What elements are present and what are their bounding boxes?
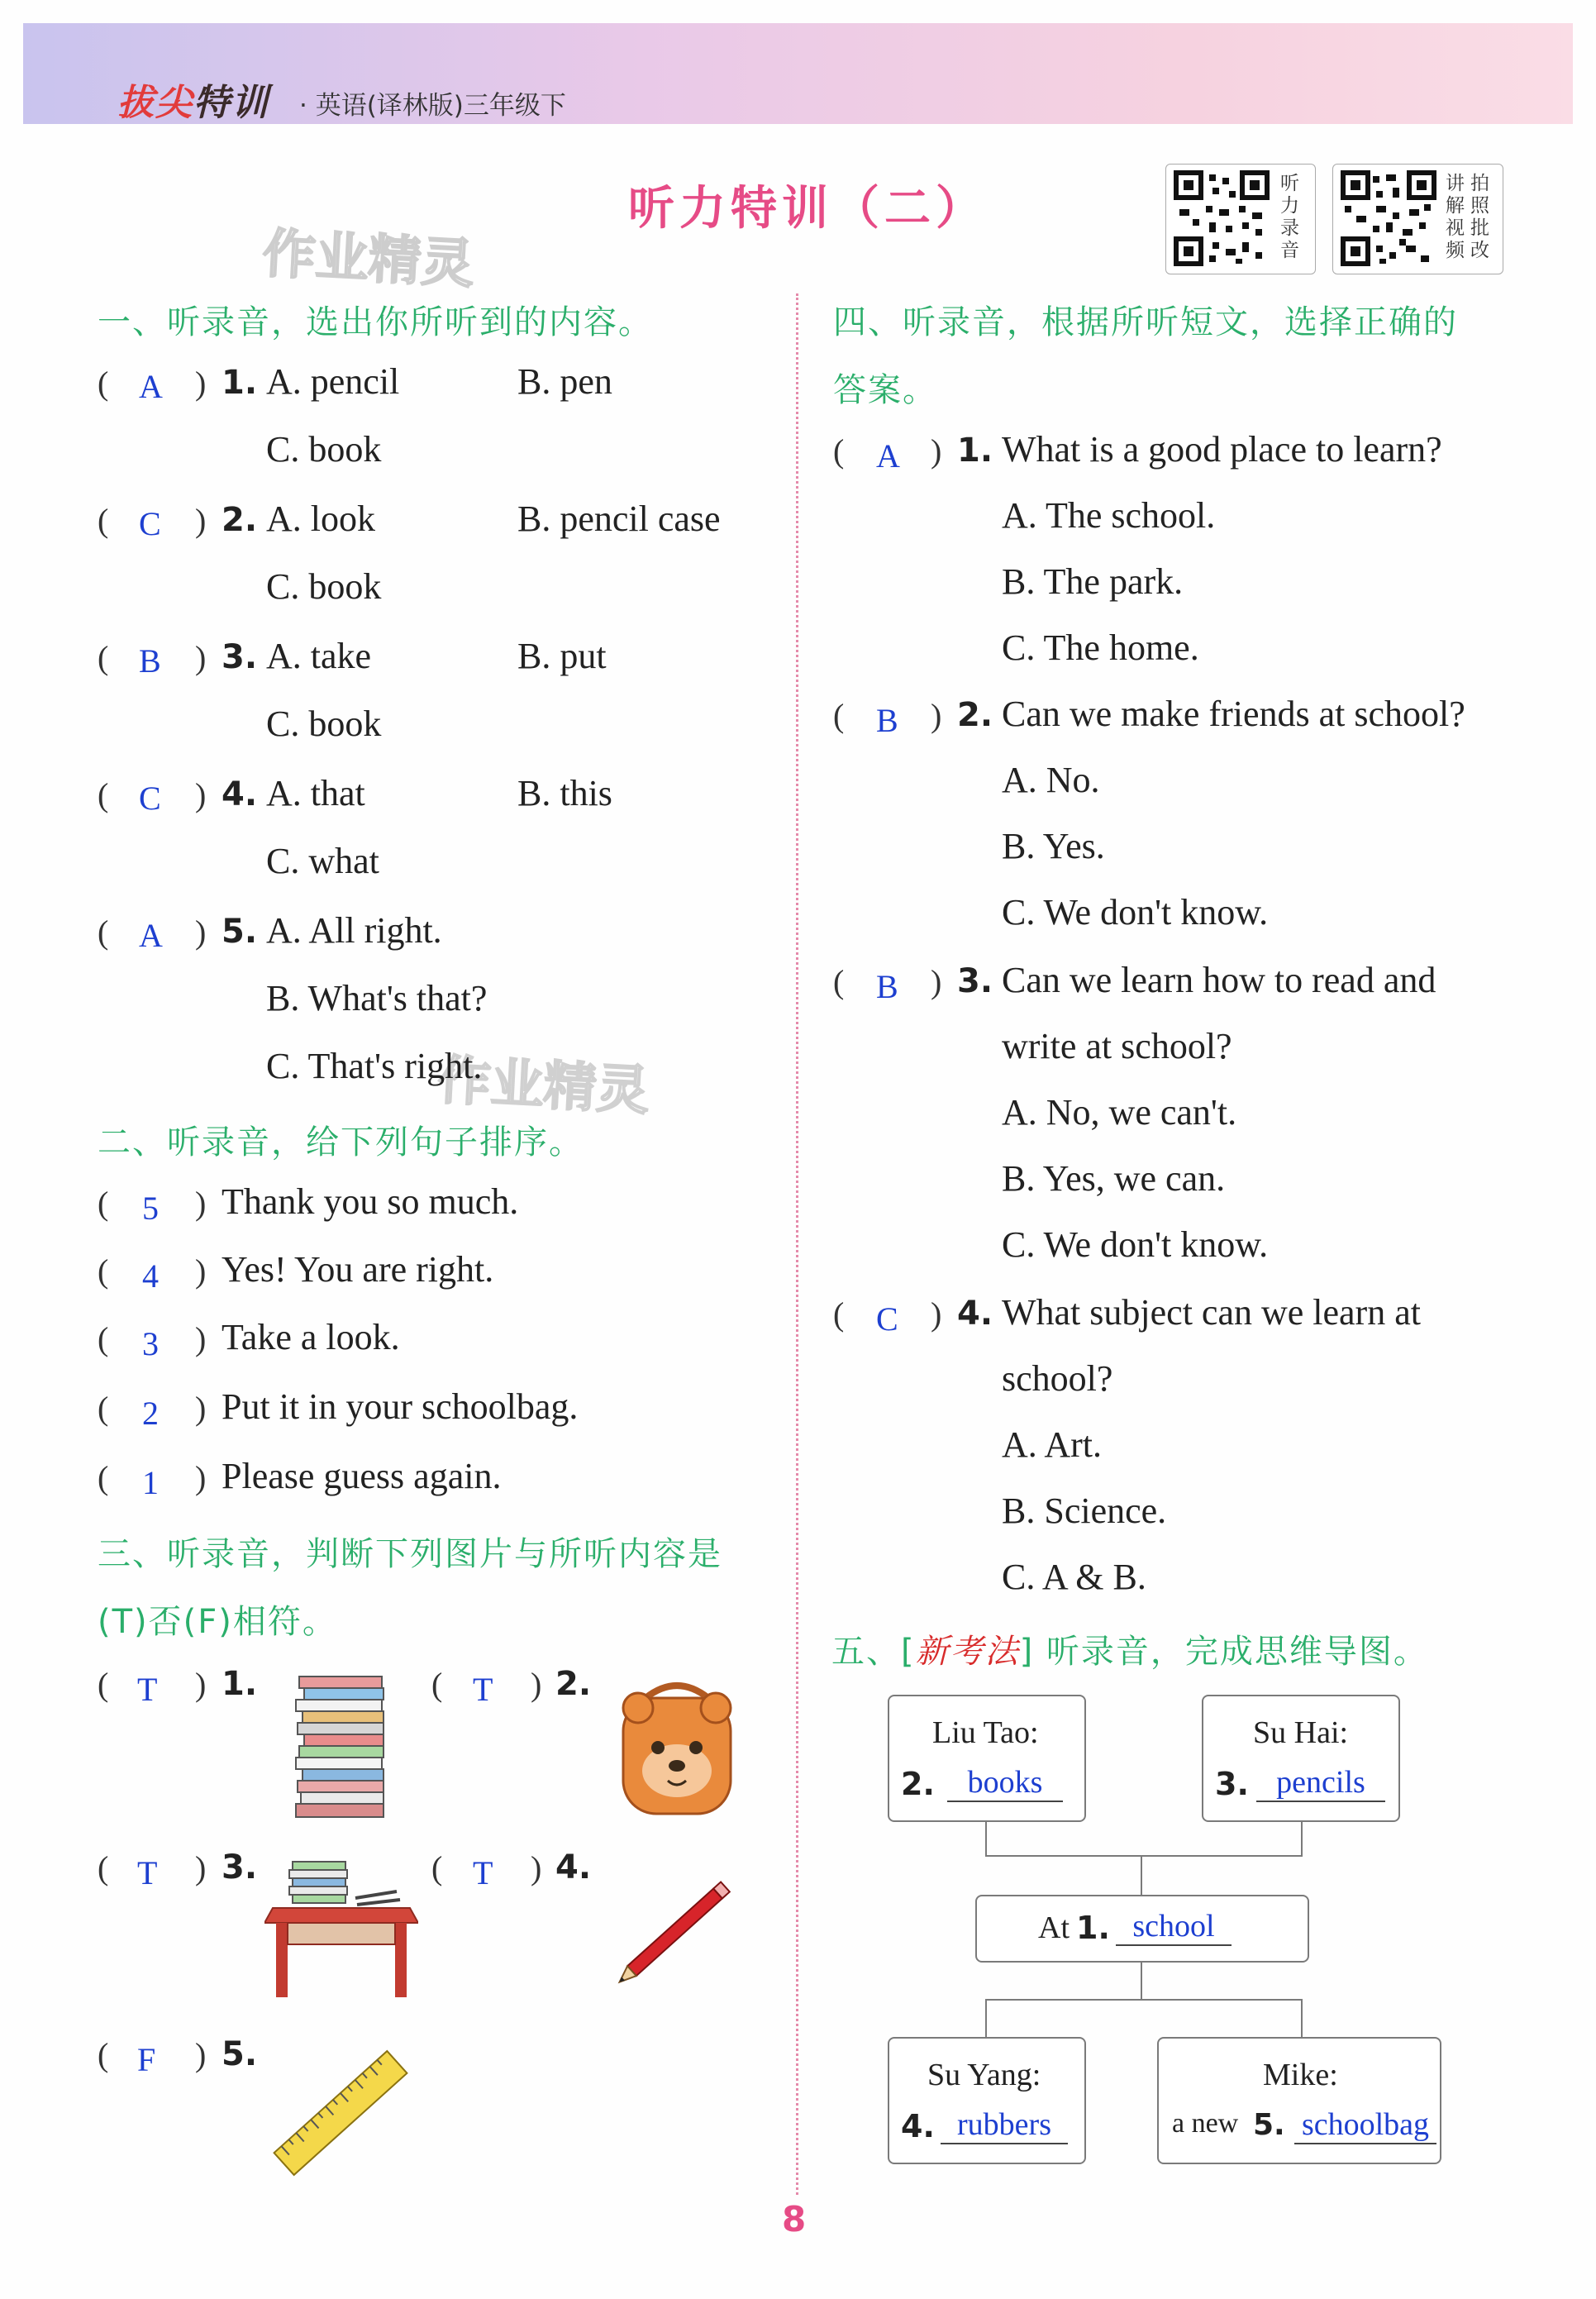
connector xyxy=(985,1999,1303,2001)
answer-blank[interactable]: T xyxy=(473,1671,493,1708)
option-b: B. put xyxy=(517,636,607,676)
connector xyxy=(1301,1999,1303,2037)
connector xyxy=(1141,1959,1142,2001)
option-b: B. What's that? xyxy=(266,978,488,1018)
ruler-icon xyxy=(264,2039,417,2187)
option-a: A. No. xyxy=(1002,760,1100,800)
option-c: C. book xyxy=(266,704,382,744)
section2-title: 二、听录音，给下列句子排序。 xyxy=(98,1123,584,1161)
section4-title: 四、听录音，根据所听短文，选择正确的 xyxy=(833,303,1458,341)
page-number: 8 xyxy=(782,2199,807,2239)
option-b: B. Yes. xyxy=(1002,826,1105,866)
option-b: B. Yes, we can. xyxy=(1002,1158,1226,1199)
section1-title: 一、听录音，选出你所听到的内容。 xyxy=(98,303,653,341)
option-a: A. All right. xyxy=(266,910,442,951)
answer-blank[interactable]: A xyxy=(139,917,163,954)
option-c: C. book xyxy=(266,566,382,607)
option-c: C. The home. xyxy=(1002,627,1199,668)
watermark: 作业精灵 xyxy=(260,223,476,296)
option-a: A. that xyxy=(266,773,365,813)
answer-blank[interactable]: F xyxy=(137,2041,156,2078)
bear-backpack-icon xyxy=(608,1673,746,1822)
option-c: C. We don't know. xyxy=(1002,1224,1269,1265)
option-a: A. Art. xyxy=(1002,1424,1102,1465)
pencil-icon xyxy=(600,1860,752,2002)
fill-blank[interactable]: school xyxy=(1116,1908,1232,1946)
connector xyxy=(1141,1855,1142,1895)
option-c: C. A & B. xyxy=(1002,1557,1146,1597)
answer-blank[interactable]: T xyxy=(137,1671,158,1708)
answer-blank[interactable]: C xyxy=(139,505,161,542)
section3-title: 三、听录音，判断下列图片与所听内容是 xyxy=(98,1535,722,1573)
answer-blank[interactable]: T xyxy=(473,1854,493,1891)
qr-code-icon xyxy=(1173,169,1270,267)
mindmap-node-su-yang: Su Yang: 4. rubbers xyxy=(888,2037,1086,2164)
answer-blank[interactable]: C xyxy=(876,1300,898,1338)
option-c: C. We don't know. xyxy=(1002,892,1269,932)
answer-blank[interactable]: T xyxy=(137,1854,158,1891)
fill-blank[interactable]: books xyxy=(947,1764,1063,1802)
fill-blank[interactable]: schoolbag xyxy=(1294,2106,1436,2144)
option-a: A. No, we can't. xyxy=(1002,1092,1237,1133)
option-a: A. The school. xyxy=(1002,495,1216,536)
connector xyxy=(985,1855,1303,1857)
option-a: A. look xyxy=(266,498,375,539)
answer-blank[interactable]: 1 xyxy=(142,1464,159,1501)
option-c: C. what xyxy=(266,841,379,881)
column-divider xyxy=(796,293,798,2195)
connector xyxy=(985,1819,987,1857)
answer-blank[interactable]: 4 xyxy=(142,1257,159,1295)
subject-line: · 英语(译林版)三年级下 xyxy=(299,91,566,121)
mindmap-node-mike: Mike: a new 5. schoolbag xyxy=(1157,2037,1441,2164)
qr-listening-frame[interactable]: 听 力 录 音 xyxy=(1165,164,1316,274)
option-c: C. That's right. xyxy=(266,1046,483,1086)
answer-blank[interactable]: C xyxy=(139,780,161,817)
option-b: B. this xyxy=(517,773,612,813)
section4-title-line2: 答案。 xyxy=(833,371,937,409)
answer-blank[interactable]: A xyxy=(139,368,163,405)
answer-blank[interactable]: A xyxy=(876,437,900,475)
mindmap-node-su-hai: Su Hai: 3. pencils xyxy=(1202,1695,1400,1822)
option-b: B. The park. xyxy=(1002,561,1184,602)
books-stack-icon xyxy=(291,1670,394,1820)
answer-blank[interactable]: 2 xyxy=(142,1395,159,1432)
answer-blank[interactable]: 3 xyxy=(142,1325,159,1362)
qr-code-icon xyxy=(1340,169,1437,267)
option-c: C. book xyxy=(266,429,382,470)
section3-title-line2: (T)否(F)相符。 xyxy=(98,1603,337,1641)
connector xyxy=(1301,1819,1303,1857)
mindmap-center-node: At 1. school xyxy=(975,1895,1309,1963)
watermark: 作业精灵 xyxy=(436,1050,651,1123)
section5-title: 五、[新考法] 听录音，完成思维导图。 xyxy=(831,1633,1428,1671)
page-title: 听力特训（二） xyxy=(628,182,987,236)
fill-blank[interactable]: pencils xyxy=(1256,1764,1385,1802)
fill-blank[interactable]: rubbers xyxy=(941,2106,1068,2144)
option-b: B. pen xyxy=(517,361,612,402)
qr-video-frame[interactable]: 讲 解 视 频 拍 照 批 改 xyxy=(1332,164,1503,274)
option-b: B. Science. xyxy=(1002,1491,1167,1531)
brand-logo: 拔尖特训 xyxy=(117,82,269,124)
books-on-desk-icon xyxy=(264,1857,418,1999)
option-b: B. pencil case xyxy=(517,498,721,539)
option-a: A. pencil xyxy=(266,361,400,402)
option-a: A. take xyxy=(266,636,372,676)
answer-blank[interactable]: B xyxy=(876,702,898,739)
answer-blank[interactable]: 5 xyxy=(142,1190,159,1227)
connector xyxy=(985,1999,987,2037)
answer-blank[interactable]: B xyxy=(876,968,898,1005)
answer-blank[interactable]: B xyxy=(139,642,161,680)
mindmap-node-liu-tao: Liu Tao: 2. books xyxy=(888,1695,1086,1822)
